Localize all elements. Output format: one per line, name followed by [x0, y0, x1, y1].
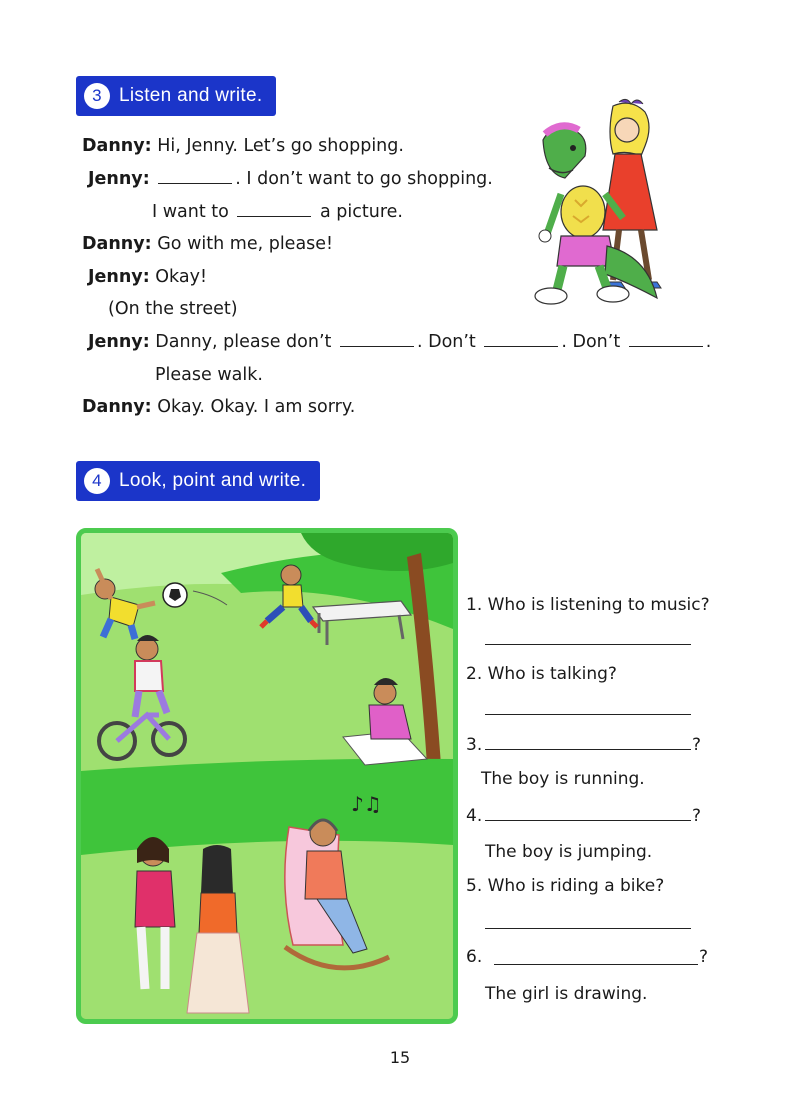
- dialogue-text: . Don’t: [416, 332, 476, 352]
- section-3-header: [76, 76, 276, 116]
- dialogue-text: a picture.: [320, 202, 403, 222]
- answer-blank[interactable]: [484, 332, 558, 347]
- dialogue-line-4: [82, 234, 333, 254]
- question-3-number: 3.: [466, 735, 483, 755]
- page-number: 15: [389, 1048, 411, 1067]
- dialogue-text: Okay!: [155, 267, 207, 287]
- dialogue-line-8: [155, 365, 263, 385]
- speaker-danny: Danny:: [82, 397, 152, 417]
- middle-hedge: [81, 759, 453, 855]
- answer-line-5[interactable]: [485, 928, 691, 929]
- park-scene-frame: [76, 528, 458, 1024]
- question-6-mark: ?: [699, 947, 709, 967]
- answer-line-2[interactable]: [485, 714, 691, 715]
- dialogue-text: Please walk.: [155, 365, 263, 385]
- answer-blank[interactable]: [237, 202, 311, 217]
- speaker-jenny: Jenny:: [88, 332, 150, 352]
- speaker-jenny: Jenny:: [88, 267, 150, 287]
- question-4-hint: The boy is jumping.: [485, 842, 653, 862]
- answer-blank[interactable]: [340, 332, 414, 347]
- dialogue-text: . Don’t: [561, 332, 621, 352]
- dialogue-text: Hi, Jenny. Let’s go shopping.: [157, 136, 404, 156]
- park-scene-illustration: [81, 533, 453, 1019]
- question-3-mark: ?: [692, 735, 702, 755]
- answer-line-1[interactable]: [485, 644, 691, 645]
- section-4-number: 4: [84, 468, 110, 494]
- dinosaur-and-girl-illustration: [515, 96, 685, 316]
- dialogue-line-3: [152, 202, 403, 222]
- speaker-danny: Danny:: [82, 136, 152, 156]
- speaker-danny: Danny:: [82, 234, 152, 254]
- question-6-number: 6.: [466, 947, 483, 967]
- svg-text:♪♫: ♪♫: [351, 792, 382, 816]
- question-6-hint: The girl is drawing.: [485, 984, 648, 1004]
- question-4-mark: ?: [692, 806, 702, 826]
- answer-line-6[interactable]: [494, 964, 698, 965]
- question-3-hint: The boy is running.: [481, 769, 645, 789]
- question-4-number: 4.: [466, 806, 483, 826]
- question-5: 5. Who is riding a bike?: [466, 876, 665, 896]
- dialogue-line-1: [82, 136, 404, 156]
- dialogue-line-6: [108, 299, 238, 319]
- dialogue-text: .: [705, 332, 712, 352]
- section-4-title: Look, point and write.: [119, 470, 307, 491]
- dialogue-line-2: [88, 169, 493, 189]
- dialogue-text: Okay. Okay. I am sorry.: [157, 397, 356, 417]
- stage-direction: (On the street): [108, 299, 238, 319]
- section-3-number: 3: [84, 83, 110, 109]
- section-4-header: [76, 461, 320, 501]
- dialogue-text: . I don’t want to go shopping.: [235, 169, 493, 189]
- section-3-title: Listen and write.: [119, 85, 263, 106]
- answer-line-3[interactable]: [485, 749, 691, 750]
- dialogue-line-9: [82, 397, 355, 417]
- dialogue-text: I want to: [152, 202, 229, 222]
- answer-blank[interactable]: [629, 332, 703, 347]
- speaker-jenny: Jenny:: [88, 169, 150, 189]
- dialogue-line-5: [88, 267, 207, 287]
- dialogue-line-7: [88, 332, 711, 352]
- question-2: 2. Who is talking?: [466, 664, 617, 684]
- dialogue-text: Go with me, please!: [157, 234, 334, 254]
- question-1: 1. Who is listening to music?: [466, 595, 710, 615]
- dialogue-text: Danny, please don’t: [155, 332, 332, 352]
- answer-blank[interactable]: [158, 169, 232, 184]
- answer-line-4[interactable]: [485, 820, 691, 821]
